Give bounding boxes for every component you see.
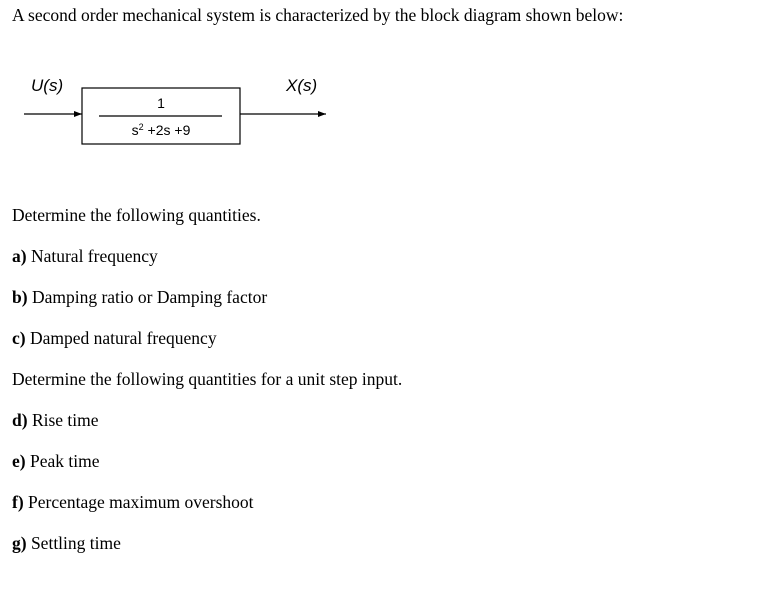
question-a	[12, 246, 158, 267]
question-text: Natural frequency	[26, 246, 158, 266]
question-text: Damping ratio or Damping factor	[27, 287, 268, 307]
question-letter: d)	[12, 410, 28, 430]
denominator: $s^2 +2s +9$	[131, 122, 191, 138]
question-letter: c)	[12, 328, 26, 348]
question-text: Peak time	[25, 451, 100, 471]
intro-text: A second order mechanical system is characterized by the block diagram shown below:	[12, 5, 624, 25]
section2-heading: Determine the following quantities for a unit step input.	[12, 369, 403, 389]
question-letter: b)	[12, 287, 28, 307]
question-d	[12, 410, 99, 431]
question-letter: g)	[12, 533, 27, 553]
question-text: Rise time	[27, 410, 99, 430]
question-text: Damped natural frequency	[25, 328, 217, 348]
input-label: U(s)	[31, 76, 64, 95]
question-b	[12, 287, 267, 308]
question-c	[12, 328, 217, 349]
numerator: 1	[157, 95, 165, 111]
question-text: Percentage maximum overshoot	[23, 492, 254, 512]
question-letter: e)	[12, 451, 26, 471]
question-e	[12, 451, 99, 472]
output-label: X(s)	[286, 76, 318, 95]
section1-heading: Determine the following quantities.	[12, 205, 261, 225]
question-letter: f)	[12, 492, 24, 512]
question-f	[12, 492, 254, 513]
question-text: Settling time	[26, 533, 121, 553]
question-letter: a)	[12, 246, 27, 266]
question-g	[12, 533, 121, 554]
